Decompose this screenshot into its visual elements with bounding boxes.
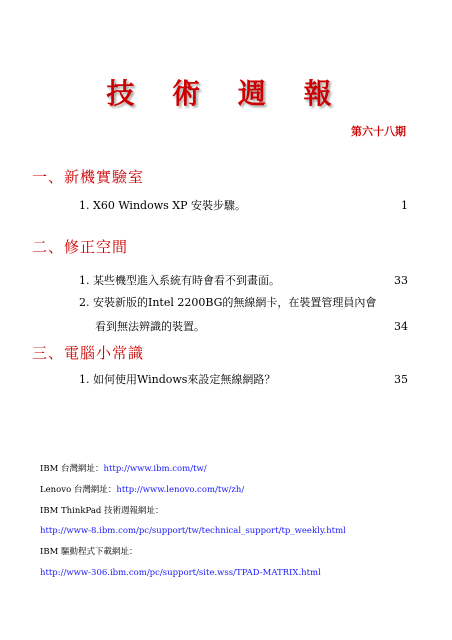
ibm-taiwan-link[interactable]: http://www.ibm.com/tw/ bbox=[103, 464, 207, 474]
lenovo-taiwan-label: Lenovo 台灣網址： bbox=[40, 484, 117, 495]
driver-download-label: IBM 驅動程式下載網址： bbox=[40, 547, 138, 558]
thinkpad-weekly-label: IBM ThinkPad 技術週報網址： bbox=[40, 505, 164, 516]
toc-item-label: 1. 如何使用Windows來設定無線網路？ bbox=[79, 373, 276, 386]
links-block bbox=[40, 459, 442, 584]
toc-item[interactable] bbox=[79, 197, 408, 213]
toc-item-page: 1 bbox=[401, 199, 408, 212]
issue-number: 第六十八期 bbox=[351, 125, 406, 138]
page-title: 技 術 週 報 bbox=[106, 77, 346, 110]
ibm-taiwan-line bbox=[40, 459, 442, 480]
thinkpad-weekly-link[interactable]: http://www-8.ibm.com/pc/support/tw/technical_support/tp_weekly.html bbox=[40, 526, 346, 537]
toc-item-label: 2. 安裝新版的Intel 2200BG的無線網卡，在裝置管理員內會 bbox=[79, 296, 377, 309]
toc-item-continued[interactable] bbox=[95, 318, 408, 334]
toc-item-label: 1. 某些機型進入系統有時會看不到畫面。 bbox=[79, 274, 280, 287]
lenovo-taiwan-link[interactable]: http://www.lenovo.com/tw/zh/ bbox=[116, 484, 245, 495]
driver-download-link[interactable]: http://www-306.ibm.com/pc/support/site.wss/TPAD-MATRIX.html bbox=[40, 567, 321, 578]
lenovo-taiwan-line bbox=[40, 480, 442, 501]
section-heading-fixes: 二、修正空間 bbox=[32, 238, 129, 256]
toc-item-label: 1. X60 Windows XP 安裝步驟。 bbox=[79, 199, 246, 212]
toc-item-page: 35 bbox=[394, 373, 408, 386]
section-heading-new-lab: 一、新機實驗室 bbox=[32, 168, 145, 186]
toc-item-page: 33 bbox=[394, 274, 408, 287]
toc-item[interactable] bbox=[79, 272, 408, 288]
ibm-taiwan-label: IBM 台灣網址： bbox=[40, 464, 104, 474]
toc-item[interactable] bbox=[79, 294, 408, 310]
toc-item[interactable] bbox=[79, 371, 408, 387]
toc-item-label: 看到無法辨識的裝置。 bbox=[95, 320, 205, 333]
toc-item-page: 34 bbox=[394, 320, 408, 333]
section-heading-tips: 三、電腦小常識 bbox=[32, 344, 145, 362]
